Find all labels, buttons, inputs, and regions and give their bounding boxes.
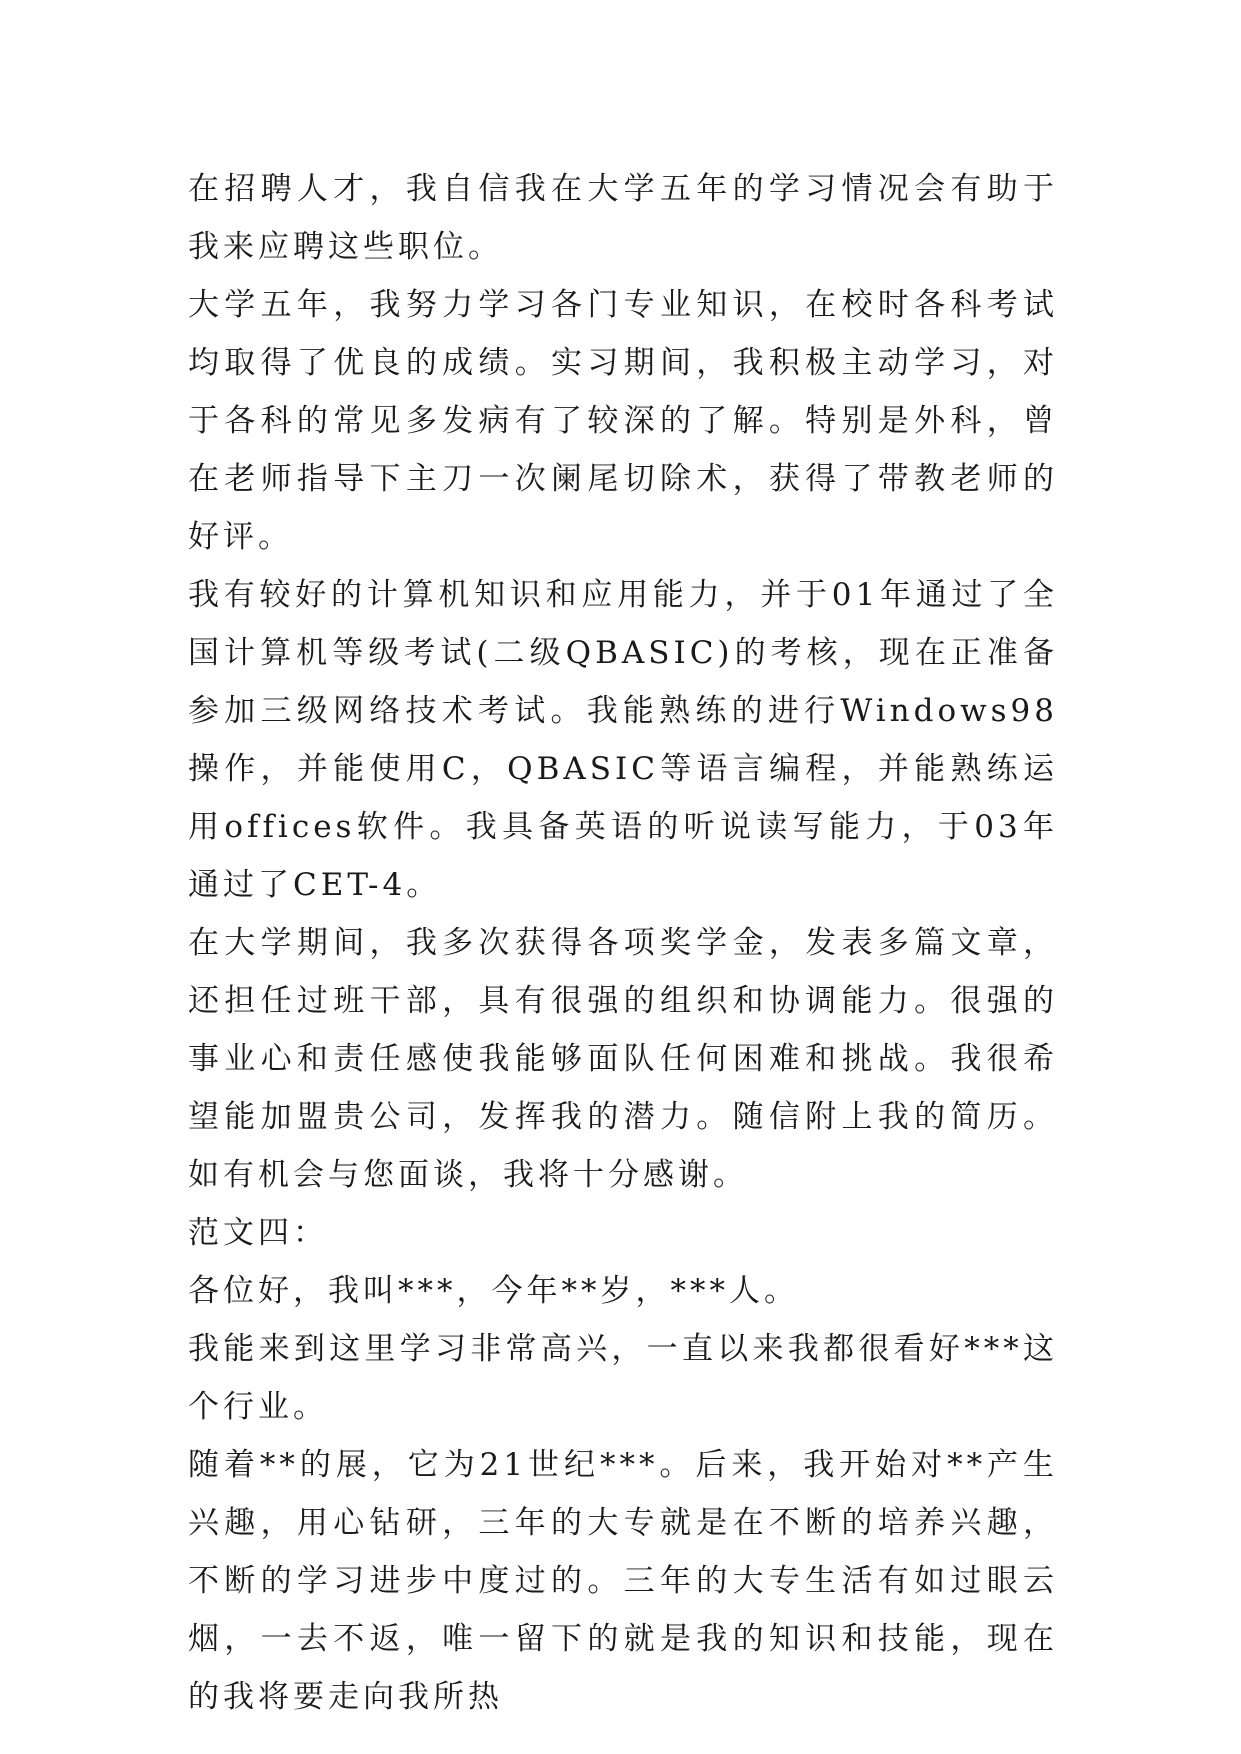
section-heading-sample-four: 范文四：: [188, 1215, 328, 1251]
document-body: [188, 160, 1058, 1726]
paragraph-greeting: 各位好，我叫***，今年**岁，***人。: [188, 1273, 799, 1309]
paragraph-motivation: 我能来到这里学习非常高兴，一直以来我都很看好***这个行业。: [188, 1331, 1058, 1425]
paragraph-studies: 大学五年，我努力学习各门专业知识，在校时各科考试均取得了优良的成绩。实习期间，我积极主动学习，对于各科的常见多发病有了较深的了解。特别是外科，曾在老师指导下主刀一次阑尾切除术，获得了带教老师的好评。: [188, 287, 1058, 555]
paragraph-activities: 在大学期间，我多次获得各项奖学金，发表多篇文章，还担任过班干部，具有很强的组织和协调能力。很强的事业心和责任感使我能够面队任何困难和挑战。我很希望能加盟贵公司，发挥我的潜力。随信附上我的简历。如有机会与您面谈，我将十分感谢。: [188, 925, 1058, 1193]
paragraph-computer-skills: 我有较好的计算机知识和应用能力，并于01年通过了全国计算机等级考试(二级QBASIC)的考核，现在正准备参加三级网络技术考试。我能熟练的进行Windows98操作，并能使用C，QBASIC等语言编程，并能熟练运用offices软件。我具备英语的听说读写能力，于03年通过了CET-4。: [188, 577, 1058, 903]
paragraph-application-intro: 在招聘人才，我自信我在大学五年的学习情况会有助于我来应聘这些职位。: [188, 171, 1058, 265]
paragraph-background: 随着**的展，它为21世纪***。后来，我开始对**产生兴趣，用心钻研，三年的大专就是在不断的培养兴趣，不断的学习进步中度过的。三年的大专生活有如过眼云烟，一去不返，唯一留下的就是我的知识和技能，现在的我将要走向我所热: [188, 1447, 1058, 1715]
